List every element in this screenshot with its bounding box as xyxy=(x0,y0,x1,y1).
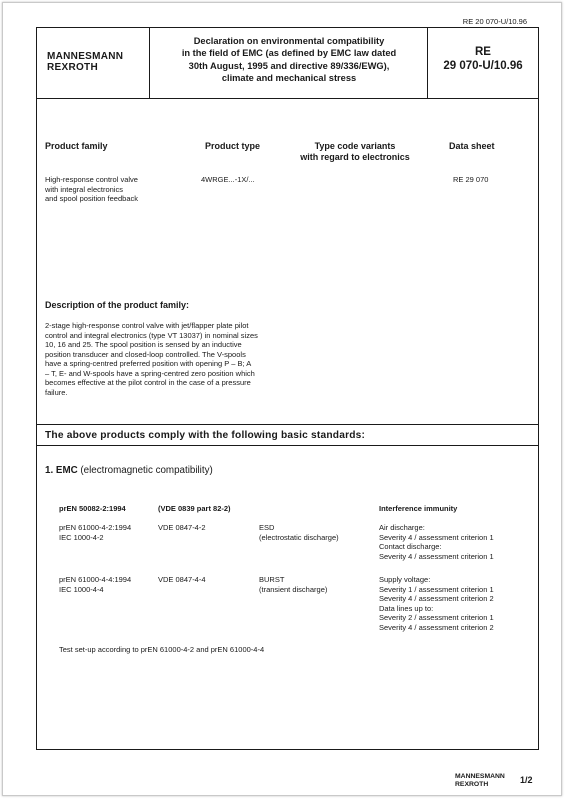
column-header-data-sheet: Data sheet xyxy=(449,141,495,151)
document-number-top: RE 20 070-U/10.96 xyxy=(462,17,527,26)
esd-test: ESD (electrostatic discharge) xyxy=(259,523,339,542)
interference-immunity-heading: Interference immunity xyxy=(379,504,458,513)
logo-line-1: MANNESMANN xyxy=(47,51,124,62)
description-title: Description of the product family: xyxy=(45,300,190,310)
emc-section-title xyxy=(45,465,213,476)
standards-heading: The above products comply with the following basic standards: xyxy=(45,430,366,441)
burst-vde: VDE 0847-4-4 xyxy=(158,575,206,584)
esd-standard: prEN 61000-4-2:1994 IEC 1000-4-2 xyxy=(59,523,132,542)
column-header-product-type: Product type xyxy=(205,141,261,151)
re-document-code: RE 29 070-U/10.96 xyxy=(443,46,523,72)
header-box xyxy=(36,27,539,99)
standards-heading-rule xyxy=(37,445,538,446)
document-page xyxy=(2,2,562,796)
declaration-title: Declaration on environmental compatibility in the field of EMC (as defined by EMC law dated 30th August, 1995 and directive 89/336/EWG), climate and mechanical stress xyxy=(181,36,397,84)
esd-vde: VDE 0847-4-2 xyxy=(158,523,206,532)
burst-test: BURST (transient discharge) xyxy=(259,575,328,594)
product-family-value: High-response control valve with integral electronics and spool position feedback xyxy=(45,175,138,203)
basic-standard-vde: (VDE 0839 part 82-2) xyxy=(158,504,231,513)
footer-logo-line-1: MANNESMANN xyxy=(455,773,505,780)
data-sheet-value: RE 29 070 xyxy=(453,175,489,184)
column-header-type-code-variants: Type code variants with regard to electronics xyxy=(300,141,410,162)
page-number: 1/2 xyxy=(520,775,533,785)
column-header-product-family: Product family xyxy=(45,141,108,151)
logo-line-2: REXROTH xyxy=(47,62,98,73)
emc-description: (electromagnetic compatibility) xyxy=(80,465,213,476)
product-section xyxy=(36,98,539,425)
test-setup-note: Test set-up according to prEN 61000-4-2 and prEN 61000-4-4 xyxy=(59,645,265,654)
company-logo xyxy=(47,51,123,73)
footer-logo xyxy=(455,773,505,788)
burst-standard: prEN 61000-4-4:1994 IEC 1000-4-4 xyxy=(59,575,132,594)
product-type-value: 4WRGE...-1X/... xyxy=(201,175,255,184)
header-divider-left xyxy=(149,28,150,98)
emc-number: 1. xyxy=(45,465,54,476)
standards-section xyxy=(36,424,539,750)
footer-logo-line-2: REXROTH xyxy=(455,780,489,788)
esd-criteria: Air discharge: Severity 4 / assessment criterion 1 Contact discharge: Severity 4 / assessment criterion 1 xyxy=(379,523,494,561)
basic-standard: prEN 50082-2:1994 xyxy=(59,504,126,513)
emc-label: EMC xyxy=(55,465,78,476)
description-text: 2-stage high-response control valve with jet/flapper plate pilot control and integral electronics (type VT 13037) in nominal sizes 10, 16 and 25. The spool position is sensed by an inductive position transducer and closed-loop controlled. The V-spools have a spring-centred preferred position with opening P – B; A – T, E- and W-spools have a spring-centred zero position which becomes effective at the pilot control in the case of a pressure failure. xyxy=(45,321,258,397)
burst-criteria: Supply voltage: Severity 1 / assessment criterion 1 Severity 4 / assessment criterion 2 Data lines up to: Severity 2 / assessment criterion 1 Severity 4 / assessment criterion 2 xyxy=(379,575,494,632)
